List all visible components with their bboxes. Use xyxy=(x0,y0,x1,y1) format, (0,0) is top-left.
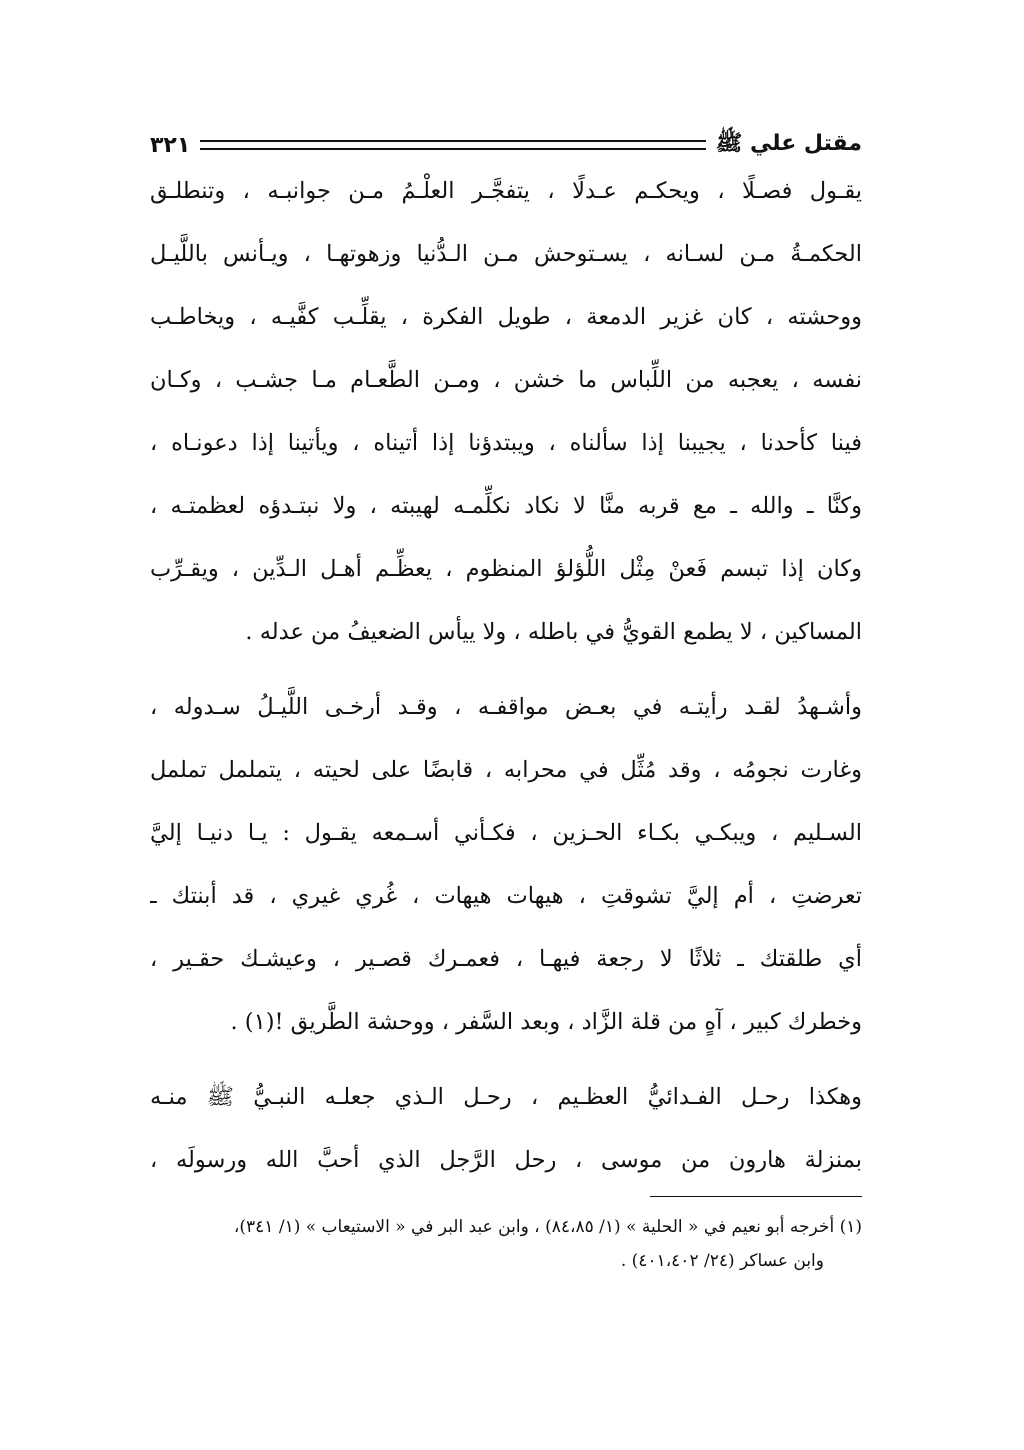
running-title: مقتل علي ﷺ xyxy=(715,131,862,156)
text-line: السـليم ، ويبكـي بكـاء الحـزين ، فكـأني أسـمعه يقـول : يـا دنيـا إليَّ xyxy=(150,820,862,846)
text-line: يقـول فصـلًا ، ويحكـم عـدلًا ، يتفجَّـر العلْـمُ مـن جوانبـه ، وتنطلـق xyxy=(150,178,862,204)
text-line: فينا كأحدنا ، يجيبنا إذا سألناه ، ويبتدؤنا إذا أتيناه ، ويأتينا إذا دعونـاه ، xyxy=(150,430,862,456)
header-rule xyxy=(200,140,705,150)
text-line: وهكذا رحـل الفـدائيُّ العظـيم ، رحـل الـذي جعلـه النبـيُّ ﷺ منـه xyxy=(150,1084,862,1110)
text-line: وأشـهدُ لقـد رأيتـه في بعـض مواقفـه ، وقـد أرخـى اللَّيـلُ سـدوله ، xyxy=(150,694,862,720)
text-line: ووحشته ، كان غزير الدمعة ، طويل الفكرة ، يقلِّـب كفَّيـه ، ويخاطـب xyxy=(150,304,862,330)
text-line: وخطرك كبير ، آهٍ من قلة الزَّاد ، وبعد السَّفر ، ووحشة الطَّريق !(١) . xyxy=(230,1009,862,1035)
main-text xyxy=(150,160,862,1192)
text-line: بمنزلة هارون من موسى ، رحل الرَّجل الذي أحبَّ الله ورسولَه ، xyxy=(150,1147,862,1173)
text-line: تعرضتِ ، أم إليَّ تشوقتِ ، هيهات هيهات ، غُري غيري ، قد أبنتك ـ xyxy=(150,883,862,909)
text-line: المساكين ، لا يطمع القويُّ في باطله ، ولا ييأس الضعيفُ من عدله . xyxy=(245,619,862,645)
text-line: وكان إذا تبسم فَعنْ مِثْل اللُّؤلؤ المنظوم ، يعظِّـم أهـل الـدِّين ، ويقـرِّب xyxy=(150,556,862,582)
footnote-separator xyxy=(650,1196,862,1197)
text-line: الحكمـةُ مـن لسـانه ، يسـتوحش مـن الـدُّنيا وزهوتهـا ، ويـأنس باللَّيـل xyxy=(150,241,862,267)
footnote-line: وابن عساكر (٢٤/ ٤٠١،٤٠٢) . xyxy=(620,1251,824,1271)
text-line: وكنَّا ـ والله ـ مع قربه منَّا لا نكاد نكلِّمـه لهيبته ، ولا نبتـدؤه لعظمتـه ، xyxy=(150,493,862,519)
footnotes xyxy=(150,1210,862,1278)
paragraph xyxy=(150,160,862,664)
paragraph xyxy=(150,676,862,1054)
page-number: ٣٢١ xyxy=(150,132,191,158)
text-line: أي طلقتك ـ ثلاثًا لا رجعة فيهـا ، فعمـرك قصـير ، وعيشـك حقـير ، xyxy=(150,946,862,972)
text-line: وغارت نجومُه ، وقد مُثِّل في محرابه ، قابضًا على لحيته ، يتململ تململ xyxy=(150,757,862,783)
footnote-line: (١) أخرجه أبو نعيم في « الحلية » (١/ ٨٤،٨٥) ، وابن عبد البر في « الاستيعاب » (١/ ٣٤١)، xyxy=(233,1217,862,1237)
paragraph xyxy=(150,1066,862,1192)
page-header xyxy=(150,125,862,165)
text-line: نفسه ، يعجبه من اللِّباس ما خشن ، ومـن الطَّعـام مـا جشـب ، وكـان xyxy=(150,367,862,393)
